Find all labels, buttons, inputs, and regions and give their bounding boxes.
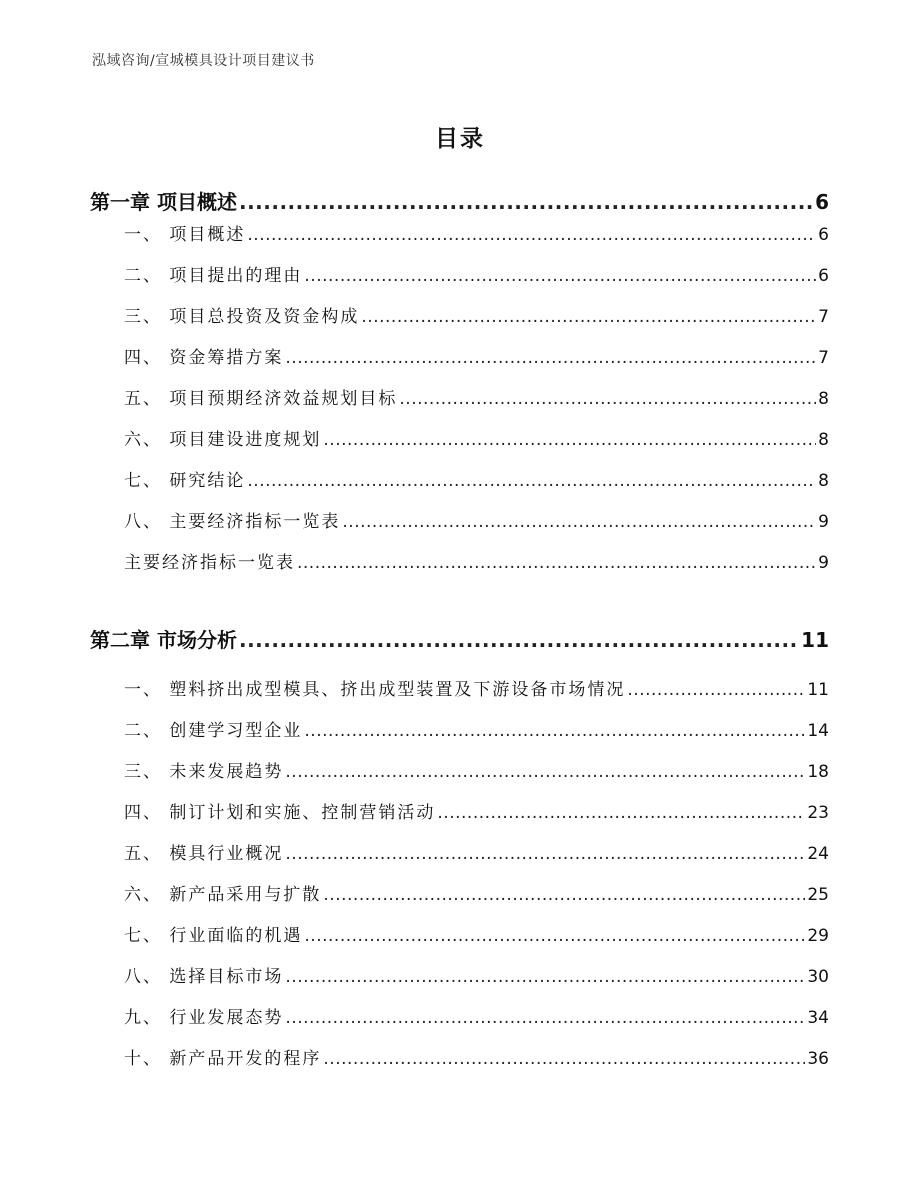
- toc-page-number: 36: [807, 1049, 829, 1069]
- leader-dots: [297, 553, 816, 573]
- toc-section[interactable]: [124, 675, 829, 700]
- toc-section[interactable]: [124, 839, 829, 864]
- toc-page-number: 7: [818, 307, 829, 327]
- leader-dots: [304, 926, 805, 946]
- toc-page-number: 30: [807, 967, 829, 987]
- toc-label: 十、 新产品开发的程序: [124, 1049, 322, 1069]
- leader-dots: [304, 266, 816, 286]
- toc-chapter-1[interactable]: [90, 186, 829, 215]
- toc-section[interactable]: [124, 921, 829, 946]
- toc-section[interactable]: [124, 1044, 829, 1069]
- toc-label: 三、 未来发展趋势: [124, 762, 284, 782]
- toc-label: 第一章 项目概述: [90, 190, 237, 214]
- toc-label: 四、 制订计划和实施、控制营销活动: [124, 803, 436, 823]
- toc-label: 五、 项目预期经济效益规划目标: [124, 389, 398, 409]
- leader-dots: [437, 803, 805, 823]
- toc-page-number: 8: [818, 389, 829, 409]
- toc-label: 一、 塑料挤出成型模具、挤出成型装置及下游设备市场情况: [124, 680, 626, 700]
- toc-label: 第二章 市场分析: [90, 628, 237, 652]
- toc-section[interactable]: [124, 880, 829, 905]
- leader-dots: [323, 1049, 805, 1069]
- toc-page-number: 34: [807, 1008, 829, 1028]
- toc-label: 七、 研究结论: [124, 471, 246, 491]
- toc-page-number: 9: [818, 553, 829, 573]
- toc-page-number: 18: [807, 762, 829, 782]
- toc-section[interactable]: [124, 425, 829, 450]
- toc-page-number: 14: [807, 721, 829, 741]
- leader-dots: [399, 389, 816, 409]
- leader-dots: [285, 762, 805, 782]
- toc-section[interactable]: [124, 220, 829, 245]
- toc-page-number: 29: [807, 926, 829, 946]
- toc-label: 六、 项目建设进度规划: [124, 430, 322, 450]
- toc-section[interactable]: [124, 716, 829, 741]
- toc-page-number: 6: [818, 225, 829, 245]
- toc-section[interactable]: [124, 1003, 829, 1028]
- toc-label: 八、 主要经济指标一览表: [124, 512, 341, 532]
- toc-page-number: 8: [818, 430, 829, 450]
- toc-page-number: 6: [815, 190, 829, 214]
- toc-section[interactable]: [124, 962, 829, 987]
- leader-dots: [285, 1008, 805, 1028]
- toc-label: 二、 创建学习型企业: [124, 721, 303, 741]
- leader-dots: [239, 190, 813, 214]
- leader-dots: [361, 307, 816, 327]
- toc-subsection[interactable]: [124, 548, 829, 573]
- leader-dots: [627, 680, 805, 700]
- toc-label: 六、 新产品采用与扩散: [124, 885, 322, 905]
- running-header: 泓域咨询/宣城模具设计项目建议书: [92, 53, 315, 69]
- leader-dots: [239, 628, 799, 652]
- toc-label: 七、 行业面临的机遇: [124, 926, 303, 946]
- toc-page-number: 25: [807, 885, 829, 905]
- toc-section[interactable]: [124, 466, 829, 491]
- toc-page-number: 8: [818, 471, 829, 491]
- leader-dots: [323, 885, 805, 905]
- page-title: 目录: [435, 126, 485, 152]
- toc-label: 二、 项目提出的理由: [124, 266, 303, 286]
- toc-section[interactable]: [124, 384, 829, 409]
- toc-section[interactable]: [124, 343, 829, 368]
- toc-label: 三、 项目总投资及资金构成: [124, 307, 360, 327]
- toc-label: 五、 模具行业概况: [124, 844, 284, 864]
- leader-dots: [304, 721, 805, 741]
- toc-chapter-2[interactable]: [90, 624, 829, 653]
- leader-dots: [247, 471, 816, 491]
- toc-label: 八、 选择目标市场: [124, 967, 284, 987]
- toc-label: 四、 资金筹措方案: [124, 348, 284, 368]
- toc-page-number: 6: [818, 266, 829, 286]
- toc-section[interactable]: [124, 507, 829, 532]
- leader-dots: [342, 512, 816, 532]
- leader-dots: [285, 348, 816, 368]
- toc-page-number: 11: [801, 628, 829, 652]
- toc-label: 一、 项目概述: [124, 225, 246, 245]
- toc-page-number: 24: [807, 844, 829, 864]
- toc-section[interactable]: [124, 798, 829, 823]
- toc-page-number: 23: [807, 803, 829, 823]
- toc-label: 主要经济指标一览表: [124, 553, 295, 573]
- toc-label: 九、 行业发展态势: [124, 1008, 284, 1028]
- toc-section[interactable]: [124, 757, 829, 782]
- toc-page-number: 11: [807, 680, 829, 700]
- toc-section[interactable]: [124, 302, 829, 327]
- toc-page-number: 9: [818, 512, 829, 532]
- toc-page-number: 7: [818, 348, 829, 368]
- toc-section[interactable]: [124, 261, 829, 286]
- leader-dots: [285, 844, 805, 864]
- leader-dots: [285, 967, 805, 987]
- leader-dots: [323, 430, 816, 450]
- leader-dots: [247, 225, 816, 245]
